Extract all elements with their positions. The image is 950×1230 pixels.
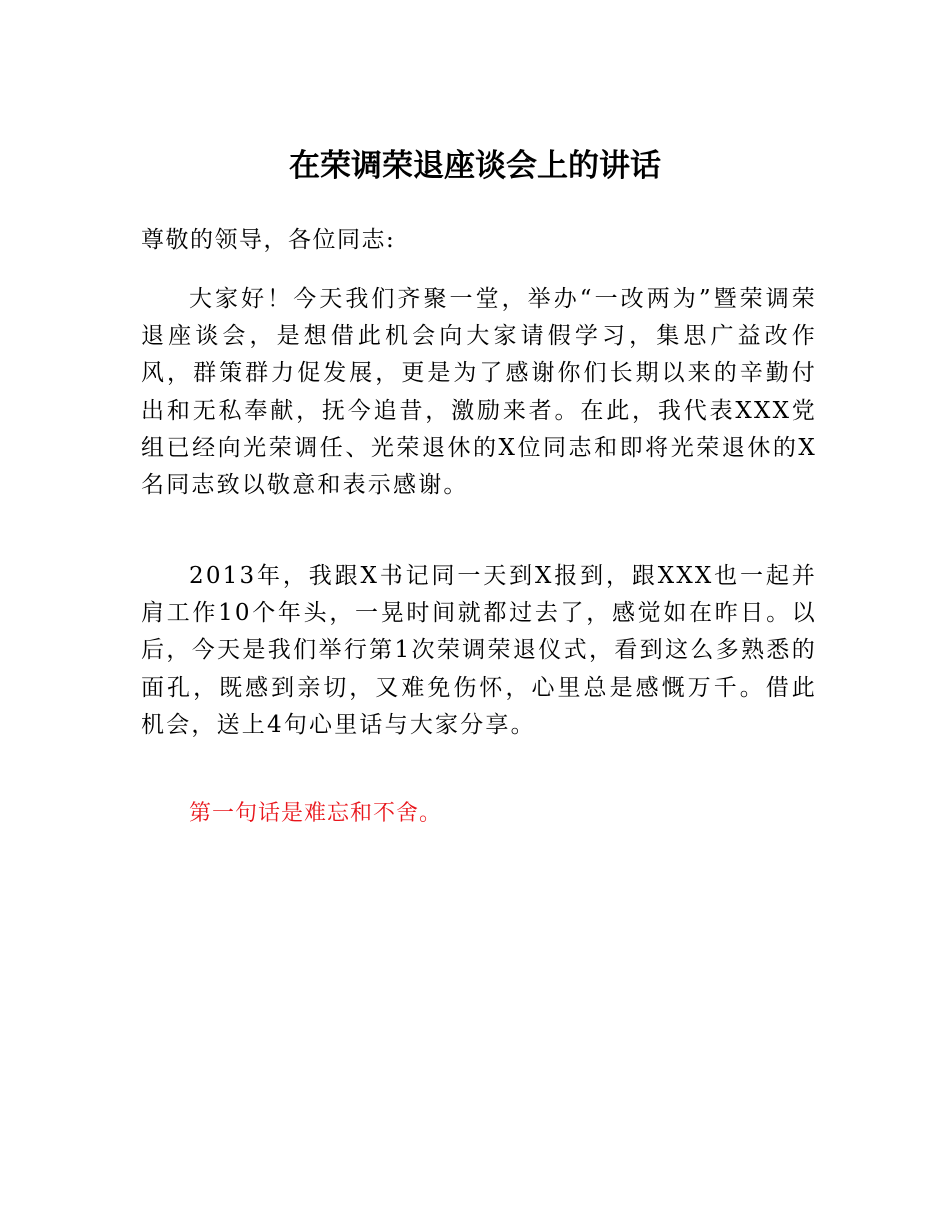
paragraph-greeting: 大家好！今天我们齐聚一堂，举办“一改两为”暨荣调荣退座谈会，是想借此机会向大家请假学习，集思广益改作风，群策群力促发展，更是为了感谢你们长期以来的辛勤付出和无私奉献，抚今追昔，激励来者。在此，我代表XXX党组已经向光荣调任、光荣退休的X位同志和即将光荣退休的X名同志致以敬意和表示感谢。 [141, 286, 817, 499]
document-title: 在荣调荣退座谈会上的讲话 [289, 148, 661, 184]
paragraph-history: 2013年，我跟X书记同一天到X报到，跟XXX也一起并肩工作10个年头，一晃时间就都过去了，感觉如在昨日。以后，今天是我们举行第1次荣调荣退仪式，看到这么多熟悉的面孔，既感到亲切，又难免伤怀，心里总是感慨万千。借此机会，送上4句心里话与大家分享。 [141, 563, 817, 738]
salutation: 尊敬的领导，各位同志: [141, 227, 396, 253]
section-heading-first: 第一句话是难忘和不舍。 [189, 801, 443, 826]
